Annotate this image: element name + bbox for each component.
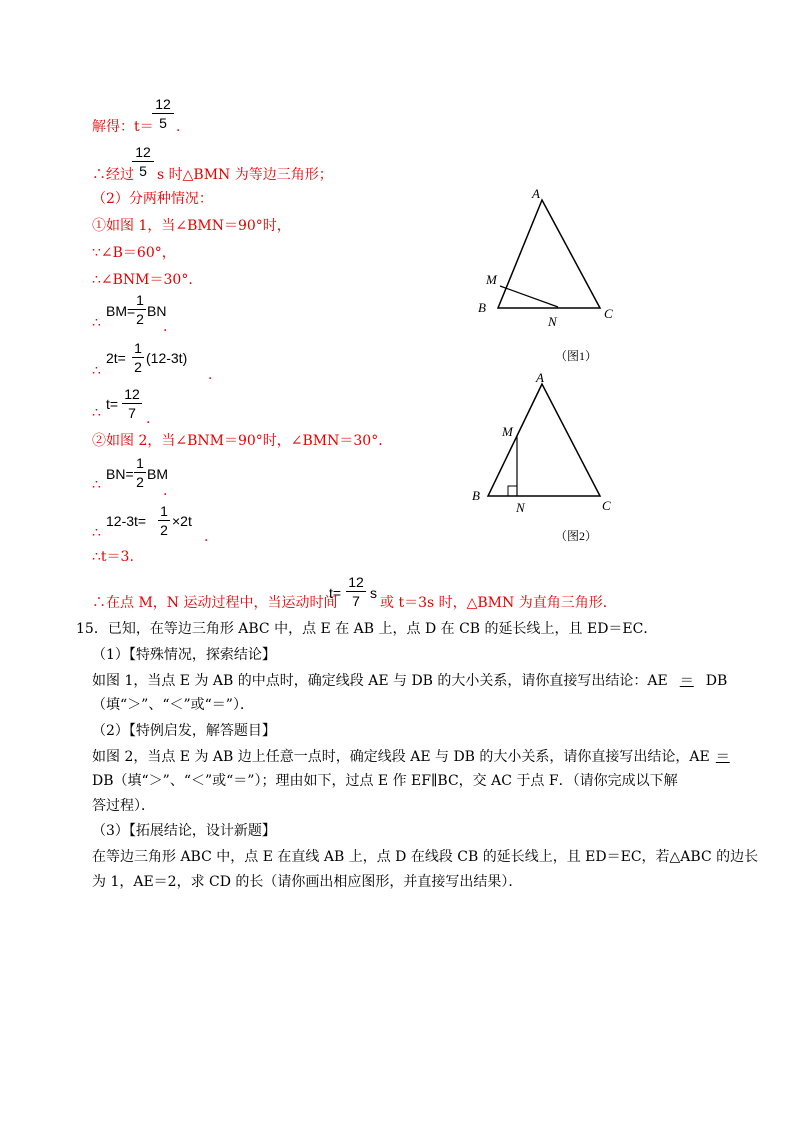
- solution-line-5: ∵∠B＝60°，: [92, 245, 176, 261]
- part-2-line-3: 答过程）．: [92, 798, 155, 814]
- expr-left: t=: [329, 585, 342, 601]
- period: .: [163, 319, 168, 335]
- period: .: [204, 529, 209, 545]
- expr-left: BN=: [106, 466, 134, 482]
- therefore-symbol: ∴: [92, 315, 101, 331]
- fraction: 12 7: [122, 386, 142, 421]
- part-3-title: （3）【拓展结论，设计新题】: [92, 823, 276, 839]
- label-M: M: [486, 272, 497, 287]
- figure-1-diagram: [460, 180, 630, 370]
- figure-2-caption: （图2）: [555, 529, 598, 543]
- solution-line-14-rest: 或 t＝3s 时，△BMN 为直角三角形．: [380, 595, 617, 611]
- solution-line-14: ∴在点 M，N 运动过程中，当运动时间: [92, 595, 338, 611]
- expr-left: t=: [106, 396, 119, 412]
- solution-line-13: ∴t＝3．: [92, 549, 144, 565]
- expr-unit: s: [370, 585, 377, 601]
- problem-stem: 15．已知，在等边三角形 ABC 中，点 E 在 AB 上，点 D 在 CB 的延长线上，且 ED＝EC．: [76, 621, 658, 637]
- label-C: C: [604, 306, 613, 321]
- expr-left: 2t=: [106, 350, 126, 366]
- expr-left: BM=: [106, 303, 136, 319]
- solution-line-4: ①如图 1，当∠BMN＝90°时，: [92, 218, 291, 234]
- part-1-line-2: （填“＞”、“＜”或“＝”）．: [92, 697, 254, 713]
- therefore-symbol: ∴: [92, 363, 101, 379]
- figure-2-diagram: [460, 370, 630, 550]
- part-2-line-1: 如图 2，当点 E 为 AB 边上任意一点时，确定线段 AE 与 DB 的大小关系，请你直接写出结论，AE ＝: [92, 748, 736, 766]
- solution-line-2-rest: s 时△BMN 为等边三角形；: [157, 167, 333, 183]
- answer-blank[interactable]: ＝: [679, 673, 694, 689]
- solution-line-1: 解得：t＝: [92, 119, 154, 135]
- label-M: M: [502, 424, 513, 439]
- figure-1-caption: （图1）: [555, 349, 598, 363]
- therefore-symbol: ∴: [92, 525, 101, 541]
- expr-right: BM: [147, 466, 168, 482]
- fraction: 12 5: [132, 144, 154, 179]
- expr-right: (12-3t): [146, 350, 188, 366]
- fraction: 1 2: [132, 340, 144, 375]
- fraction: 1 2: [158, 503, 170, 538]
- solution-line-3: （2）分两种情况：: [92, 191, 213, 207]
- part-2-line-2: DB（填“＞”、“＜”或“＝”）；理由如下，过点 E 作 EF∥BC，交 AC 于点 F．（请你完成以下解: [92, 773, 678, 789]
- therefore-symbol: ∴: [92, 477, 101, 493]
- solution-line-10: ②如图 2，当∠BNM＝90°时，∠BMN＝30°．: [92, 433, 393, 449]
- label-N: N: [516, 500, 525, 515]
- label-A: A: [536, 370, 544, 385]
- period: .: [163, 483, 168, 499]
- label-A: A: [532, 186, 540, 201]
- expr-left: 12-3t=: [106, 513, 147, 529]
- expr-right: BN: [147, 303, 167, 319]
- period: .: [146, 411, 151, 427]
- solution-line-2: ∴经过: [92, 167, 134, 183]
- fraction: 12 5: [152, 96, 174, 131]
- period: .: [208, 367, 213, 383]
- solution-line-6: ∴∠BNM＝30°．: [92, 272, 203, 288]
- part-3-line-2: 为 1，AE＝2，求 CD 的长（请你画出相应图形，并直接写出结果）．: [92, 874, 523, 890]
- fraction: 1 2: [134, 292, 146, 327]
- part-2-title: （2）【特例启发，解答题目】: [92, 723, 276, 739]
- fraction: 1 2: [134, 455, 146, 490]
- period: .: [176, 119, 181, 135]
- answer-blank[interactable]: ＝: [715, 749, 730, 765]
- expr-right: ×2t: [172, 513, 192, 529]
- label-C: C: [602, 498, 611, 513]
- label-B: B: [472, 488, 480, 503]
- part-1-title: （1）【特殊情况，探索结论】: [92, 647, 276, 663]
- label-B: B: [478, 300, 486, 315]
- label-N: N: [548, 314, 557, 329]
- part-1-line-1: 如图 1，当点 E 为 AB 的中点时，确定线段 AE 与 DB 的大小关系，请你直接写出结论：AE ＝ DB: [92, 673, 728, 689]
- therefore-symbol: ∴: [92, 405, 101, 421]
- part-3-line-1: 在等边三角形 ABC 中，点 E 在直线 AB 上，点 D 在线段 CB 的延长线上，且 ED＝EC，若△ABC 的边长: [92, 849, 759, 865]
- fraction: 12 7: [346, 574, 366, 609]
